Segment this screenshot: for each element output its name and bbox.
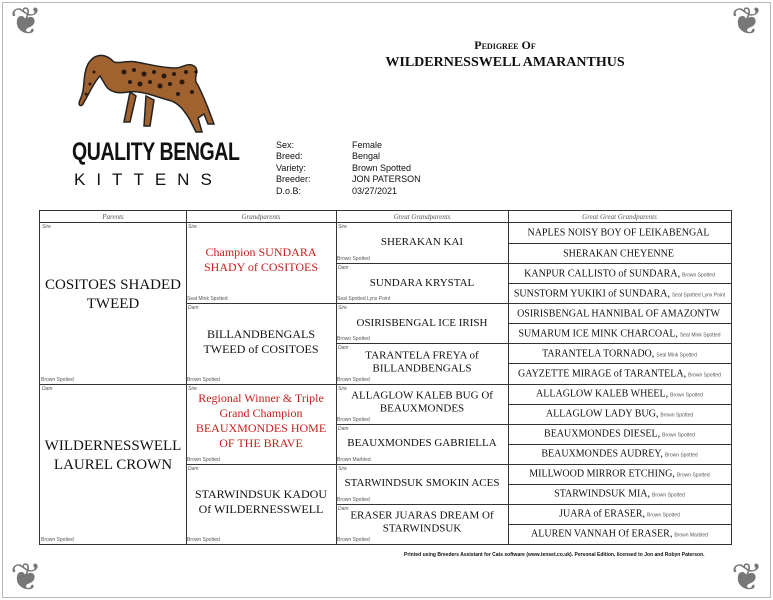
info-key: Variety: [276,162,306,173]
pedigree-cell [508,363,731,383]
gg-grandparent-name: MILLWOOD MIRROR ETCHING, [529,468,675,480]
grandparent-color: Brown Spotted [187,456,220,463]
pedigree-cell [508,384,731,404]
grandparent-name: Regional Winner & Triple Grand Champion BEAUXMONDES HOME OF THE BRAVE [195,390,327,450]
gg-grandparent-color: Brown Spotted [688,372,721,379]
sire-label: Sire [338,224,347,230]
parent-name: WILDERNESSWELL LAUREL CROWN [44,438,182,474]
info-row [276,140,421,151]
info-value: JON PATERSON [352,174,421,185]
gg-grandparent-name: NAPLES NOISY BOY OF LEIKABENGAL [527,227,710,239]
corner-ornament-icon: ❦ [731,557,763,599]
pedigree-cell [336,424,508,464]
dam-label: Dam [338,505,349,512]
gg-grandparent-color: Seal Mink Spotted [656,352,697,359]
info-value: 03/27/2021 [352,185,398,196]
gg-grandparent-name: STARWINDSUK MIA, [554,488,651,500]
sire-label: Sire [188,385,197,392]
great-grandparent-color: Brown Marbled [337,456,371,463]
gg-grandparent-name: GAYZETTE MIRAGE of TARANTELA, [518,368,687,380]
pedigree-cell [508,424,731,444]
gg-grandparent-entry [508,489,731,500]
dam-label: Dam [338,265,349,272]
pedigree-cell [508,263,731,283]
gg-grandparent-entry [508,248,731,259]
pedigree-cell [336,223,508,263]
gg-grandparent-color: Brown Spotted [647,512,680,519]
info-row [276,174,421,185]
cat-name-title: WILDERNESSWELL AMARANTHUS [385,55,625,70]
gg-grandparent-name: TARANTELA TORNADO, [542,348,655,360]
pedigree-cell [508,223,731,243]
gg-grandparent-entry [508,268,731,279]
gg-grandparent-color: Brown Spotted [670,392,703,399]
gg-grandparent-entry [508,429,731,440]
pedigree-cell [508,464,731,484]
pedigree-cell [40,384,186,545]
dam-label: Dam [188,305,199,312]
gg-grandparent-color: Brown Spotted [652,492,685,499]
corner-ornament-icon: ❦ [731,1,763,43]
parent-color: Brown Spotted [41,537,74,543]
gg-grandparent-entry [508,529,731,540]
dam-label: Dam [188,465,199,472]
info-row [276,151,421,162]
sire-label: Sire [188,224,197,230]
gg-grandparent-name: ALLAGLOW LADY BUG, [545,408,659,420]
great-grandparent-name: SUNDARA KRYSTAL [369,276,475,289]
gg-grandparent-color: Brown Spotted [676,472,710,479]
pedigree-cell [336,303,508,343]
parent-name: COSITOES SHADED TWEED [45,276,181,312]
bengal-cat-logo-icon [74,42,224,142]
great-grandparent-color: Brown Spotted [337,336,370,343]
column-header: Grandparents [186,211,336,223]
gg-grandparent-color: Brown Marbled [674,532,708,539]
brand-subtitle: KITTENS [74,170,223,189]
cat-info [276,140,421,197]
pedigree-cell [508,444,731,464]
pedigree-cell [336,384,508,424]
gg-grandparent-entry [508,389,731,400]
gg-grandparent-entry [508,288,731,299]
grandparent-color: Brown Spotted [187,537,220,543]
great-grandparent-color: Brown Spotted [337,496,370,503]
column-header: Parents [40,211,186,223]
great-grandparent-name: ERASER JUARAS DREAM Of STARWINDSUK [350,510,494,536]
gg-grandparent-color: Brown Spotted [660,412,694,419]
gg-grandparent-entry [508,348,731,359]
gg-grandparent-entry [508,328,731,339]
gg-grandparent-entry [508,509,731,520]
pedigree-cell [508,524,731,544]
grandparent-name: Champion SUNDARA SHADY of COSITOES [203,245,318,275]
sire-label: Sire [42,224,51,230]
gg-grandparent-entry [508,308,731,319]
great-grandparent-name: ALLAGLOW KALEB BUG Of BEAUXMONDES [351,389,493,415]
pedigree-cell [508,283,731,303]
gg-grandparent-color: Brown Spotted [682,272,715,279]
pedigree-heading: Pedigree Of [474,38,536,52]
gg-grandparent-name: ALUREN VANNAH Of ERASER, [531,528,673,540]
gg-grandparent-name: SUMARUM ICE MINK CHARCOAL, [518,328,678,340]
info-row [276,186,421,197]
info-row [276,163,421,174]
pedigree-cell [508,404,731,424]
gg-grandparent-entry [508,409,731,420]
corner-ornament-icon: ❦ [10,557,42,599]
great-grandparent-color: Brown Spotted [337,416,370,423]
info-key: Breed: [276,151,303,162]
gg-grandparent-color: Brown Spotted [662,432,695,439]
pedigree-cell [508,303,731,323]
grandparent-name: STARWINDSUK KADOU Of WILDERNESSWELL [194,487,328,517]
info-value: Brown Spotted [352,162,412,173]
great-grandparent-color: Brown Spotted [337,256,370,263]
parent-color: Brown Spotted [41,376,74,383]
gg-grandparent-name: ALLAGLOW KALEB WHEEL, [536,388,669,400]
grandparent-color: Seal Mink Spotted [187,296,228,303]
pedigree-table [39,210,732,545]
gg-grandparent-name: SHERAKAN CHEYENNE [563,248,674,260]
info-value: Bengal [352,151,381,162]
gg-grandparent-name: SUNSTORM YUKIKI of SUNDARA, [513,288,670,300]
pedigree-cell [186,384,336,464]
great-grandparent-name: TARANTELA FREYA of BILLANDBENGALS [365,349,479,375]
sire-label: Sire [338,465,347,472]
info-key: D.o.B: [276,185,302,196]
great-grandparent-color: Brown Spotted [337,537,370,543]
info-value: Female [352,140,383,150]
pedigree-cell [508,484,731,504]
pedigree-cell [508,504,731,524]
grandparent-color: Brown Spotted [187,376,220,383]
footer-credit: Printed using Breeders Assistant for Cats software (www.tenset.co.uk). Personal Edition, licensed to Jon and Robyn Paterson. [404,552,705,558]
pedigree-cell [336,464,508,504]
info-key: Breeder: [276,174,311,185]
great-grandparent-name: OSIRISBENGAL ICE IRISH [356,316,488,329]
pedigree-cell [508,243,731,263]
gg-grandparent-name: OSIRISBENGAL HANNIBAL OF AMAZONTW [517,308,720,320]
info-key: Sex: [276,140,295,150]
pedigree-cell [508,343,731,363]
pedigree-cell [186,303,336,383]
gg-grandparent-color: Seal Spotted Lynx Point [671,292,726,299]
great-grandparent-name: STARWINDSUK SMOKIN ACES [344,477,500,490]
gg-grandparent-color: Brown Spotted [664,452,698,459]
sire-label: Sire [338,305,347,312]
great-grandparent-name: SHERAKAN KAI [380,235,464,248]
gg-grandparent-name: JUARA of ERASER, [559,508,646,520]
pedigree-cell [336,504,508,544]
pedigree-cell [186,223,336,303]
gg-grandparent-entry [508,469,731,480]
gg-grandparent-entry [508,449,731,460]
sire-label: Sire [338,385,347,392]
great-grandparent-color: Brown Spotted [337,376,370,383]
gg-grandparent-name: KANPUR CALLISTO of SUNDARA, [524,268,681,280]
column-header: Great Great Grandparents [508,211,731,223]
gg-grandparent-entry [508,368,731,379]
gg-grandparent-entry [508,228,731,239]
pedigree-cell [40,223,186,384]
gg-grandparent-name: BEAUXMONDES DIESEL, [544,428,661,440]
dam-label: Dam [338,425,349,432]
gg-grandparent-name: BEAUXMONDES AUDREY, [541,448,663,460]
pedigree-cell [186,464,336,544]
corner-ornament-icon: ❦ [10,1,42,43]
great-grandparent-color: Seal Spotted Lynx Point [337,296,391,303]
gg-grandparent-color: Seal Mink Spotted [679,332,721,339]
pedigree-cell [336,263,508,303]
great-grandparent-name: BEAUXMONDES GABRIELLA [347,437,497,450]
brand-name: QUALITY BENGAL [72,138,240,166]
column-header: Great Grandparents [336,211,508,223]
dam-label: Dam [338,345,349,352]
pedigree-cell [508,323,731,343]
grandparent-name: BILLANDBENGALS TWEED of COSITOES [203,326,319,356]
pedigree-cell [336,343,508,383]
dam-label: Dam [42,385,53,392]
